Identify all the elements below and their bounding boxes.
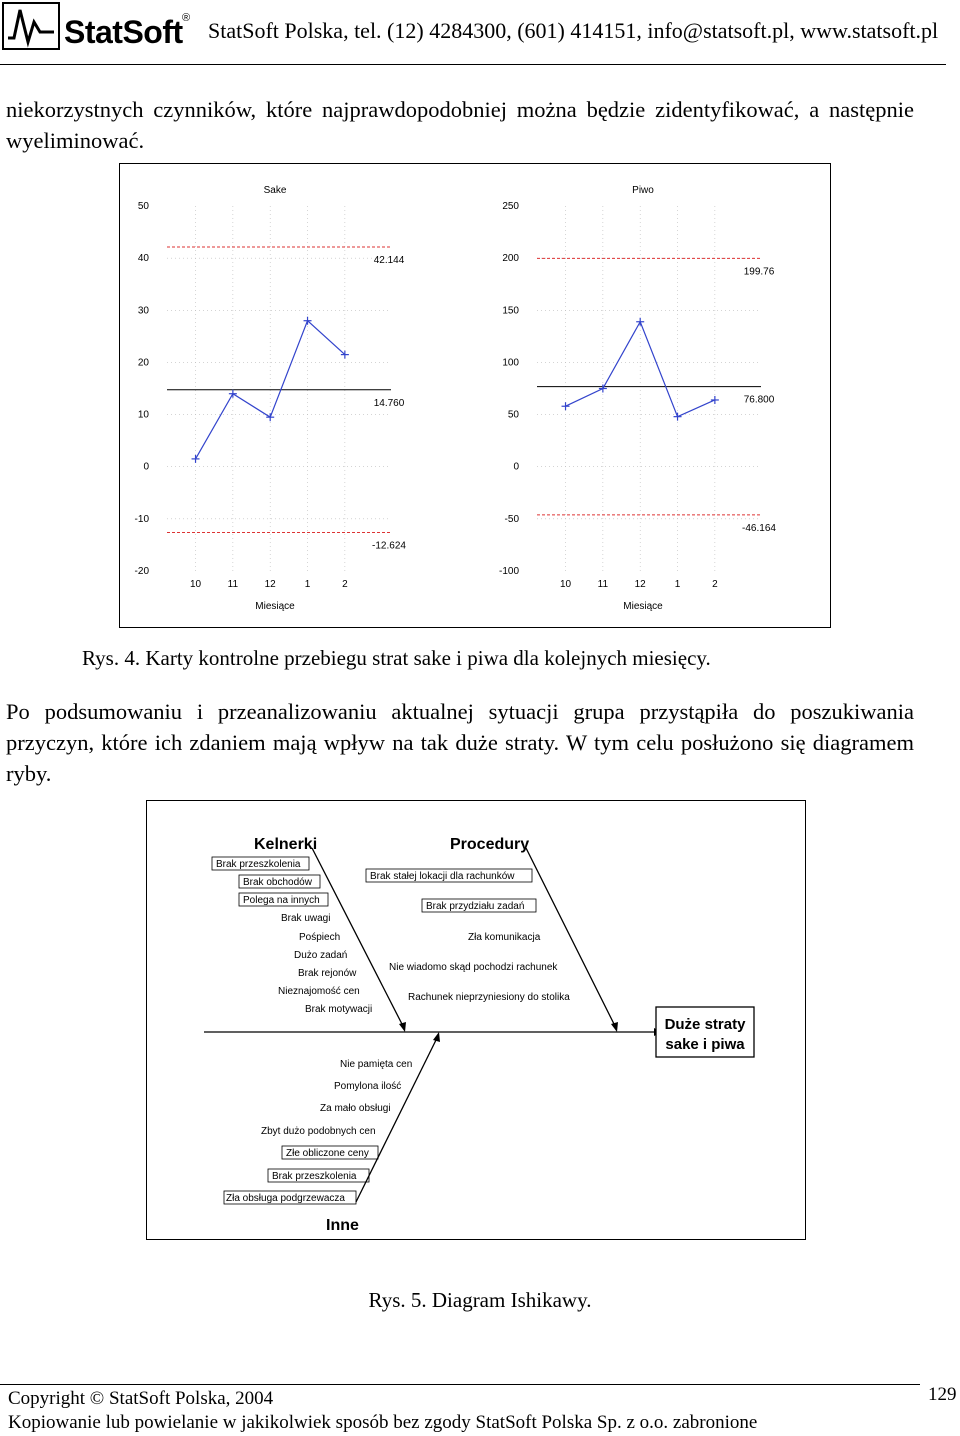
x-tick-label: 11 — [227, 579, 239, 590]
category-kelnerki: Kelnerki — [254, 836, 318, 853]
y-tick-label: 20 — [137, 357, 149, 369]
kelnerki-cause: Nieznajomość cen — [278, 986, 360, 997]
page-header — [0, 0, 960, 66]
ishikawa-diagram — [146, 800, 806, 1240]
footer-notice: Kopiowanie lub powielanie w jakikolwiek sposób bez zgody StatSoft Polska Sp. z o.o. zabronione — [8, 1412, 758, 1433]
header-contact: StatSoft Polska, tel. (12) 4284300, (601) 414151, info@statsoft.pl, www.statsoft.pl — [208, 18, 939, 43]
inne-cause: Zła obsługa podgrzewacza — [226, 1193, 345, 1204]
logo-text: StatSoft — [64, 14, 183, 50]
y-tick-label: 150 — [502, 305, 519, 317]
x-tick-label: 12 — [634, 579, 646, 590]
paragraph-intro: niekorzystnych czynników, które najprawdopodobniej można będzie zidentyfikować, a następnie wyeliminować. — [6, 97, 914, 153]
y-tick-label: 0 — [513, 461, 519, 473]
center-label: 14.760 — [373, 397, 405, 409]
kelnerki-cause: Polega na innych — [243, 895, 320, 906]
x-tick-label: 1 — [304, 579, 311, 590]
center-label: 76.800 — [743, 394, 775, 406]
y-tick-label: 50 — [137, 201, 149, 212]
control-charts-figure — [119, 163, 831, 628]
chart-title: Piwo — [632, 185, 654, 196]
inne-cause: Pomylona ilość — [334, 1081, 402, 1092]
y-tick-label: -20 — [134, 566, 149, 577]
inne-cause: Nie pamięta cen — [340, 1059, 413, 1070]
paragraph-analysis: Po podsumowaniu i przeanalizowaniu aktualnej sytuacji grupa przystąpiła do poszukiwania przyczyn, które ich zdaniem mają wpływ na tak duże straty. W tym celu posłużono się diagramem ryby. — [6, 699, 914, 786]
registered-mark: ® — [182, 12, 191, 24]
x-tick-label: 1 — [674, 579, 681, 590]
lcl-label: -46.164 — [742, 522, 776, 534]
y-tick-label: 30 — [137, 305, 149, 317]
y-tick-label: 100 — [502, 357, 519, 369]
x-tick-label: 2 — [712, 579, 718, 590]
ucl-label: 199.76 — [743, 266, 775, 278]
x-tick-label: 12 — [264, 579, 276, 590]
kelnerki-cause: Brak obchodów — [243, 877, 312, 888]
procedury-cause: Nie wiadomo skąd pochodzi rachunek — [389, 962, 558, 973]
y-tick-label: 200 — [502, 253, 519, 265]
x-axis-label: Miesiące — [623, 601, 663, 612]
page-number: 129 — [928, 1384, 957, 1405]
category-procedury: Procedury — [450, 836, 530, 853]
effect-line-1: Duże straty — [664, 1016, 746, 1033]
inne-cause: Złe obliczone ceny — [286, 1148, 369, 1159]
y-tick-label: -50 — [504, 513, 519, 525]
kelnerki-cause: Brak uwagi — [281, 913, 331, 924]
chart-title: Sake — [263, 185, 287, 196]
kelnerki-cause: Brak motywacji — [305, 1004, 373, 1015]
x-tick-label: 11 — [597, 579, 609, 590]
ucl-label: 42.144 — [373, 254, 405, 266]
figure-5-caption: Rys. 5. Diagram Ishikawy. — [368, 1288, 592, 1312]
footer-copyright: Copyright © StatSoft Polska, 2004 — [8, 1388, 274, 1409]
y-tick-label: 50 — [507, 409, 519, 421]
y-tick-label: -100 — [498, 566, 519, 577]
category-inne: Inne — [326, 1217, 359, 1234]
footer-rule — [0, 1384, 920, 1385]
x-tick-label: 2 — [342, 579, 348, 590]
procedury-cause: Zła komunikacja — [468, 932, 541, 943]
y-tick-label: 40 — [137, 253, 149, 265]
inne-cause: Zbyt dużo podobnych cen — [261, 1126, 376, 1137]
y-tick-label: -10 — [134, 513, 149, 525]
lcl-label: -12.624 — [372, 540, 406, 552]
inne-cause: Za mało obsługi — [320, 1103, 391, 1114]
y-tick-label: 250 — [502, 201, 519, 212]
inne-cause: Brak przeszkolenia — [272, 1171, 357, 1182]
y-tick-label: 0 — [143, 461, 149, 473]
kelnerki-cause: Dużo zadań — [294, 950, 348, 961]
figure-4-caption: Rys. 4. Karty kontrolne przebiegu strat sake i piwa dla kolejnych miesięcy. — [82, 646, 711, 670]
kelnerki-cause: Brak przeszkolenia — [216, 859, 301, 870]
header-rule — [0, 64, 946, 65]
procedury-cause: Brak stałej lokacji dla rachunków — [370, 871, 515, 882]
x-tick-label: 10 — [189, 579, 202, 590]
kelnerki-cause: Brak rejonów — [298, 968, 357, 979]
x-axis-label: Miesiące — [255, 601, 295, 612]
procedury-cause: Rachunek nieprzyniesiony do stolika — [408, 992, 570, 1003]
statsoft-logo-icon — [2, 2, 60, 50]
kelnerki-cause: Pośpiech — [299, 932, 341, 943]
x-tick-label: 10 — [559, 579, 572, 590]
effect-line-2: sake i piwa — [665, 1036, 745, 1053]
y-tick-label: 10 — [137, 409, 149, 421]
procedury-cause: Brak przydziału zadań — [426, 901, 525, 912]
